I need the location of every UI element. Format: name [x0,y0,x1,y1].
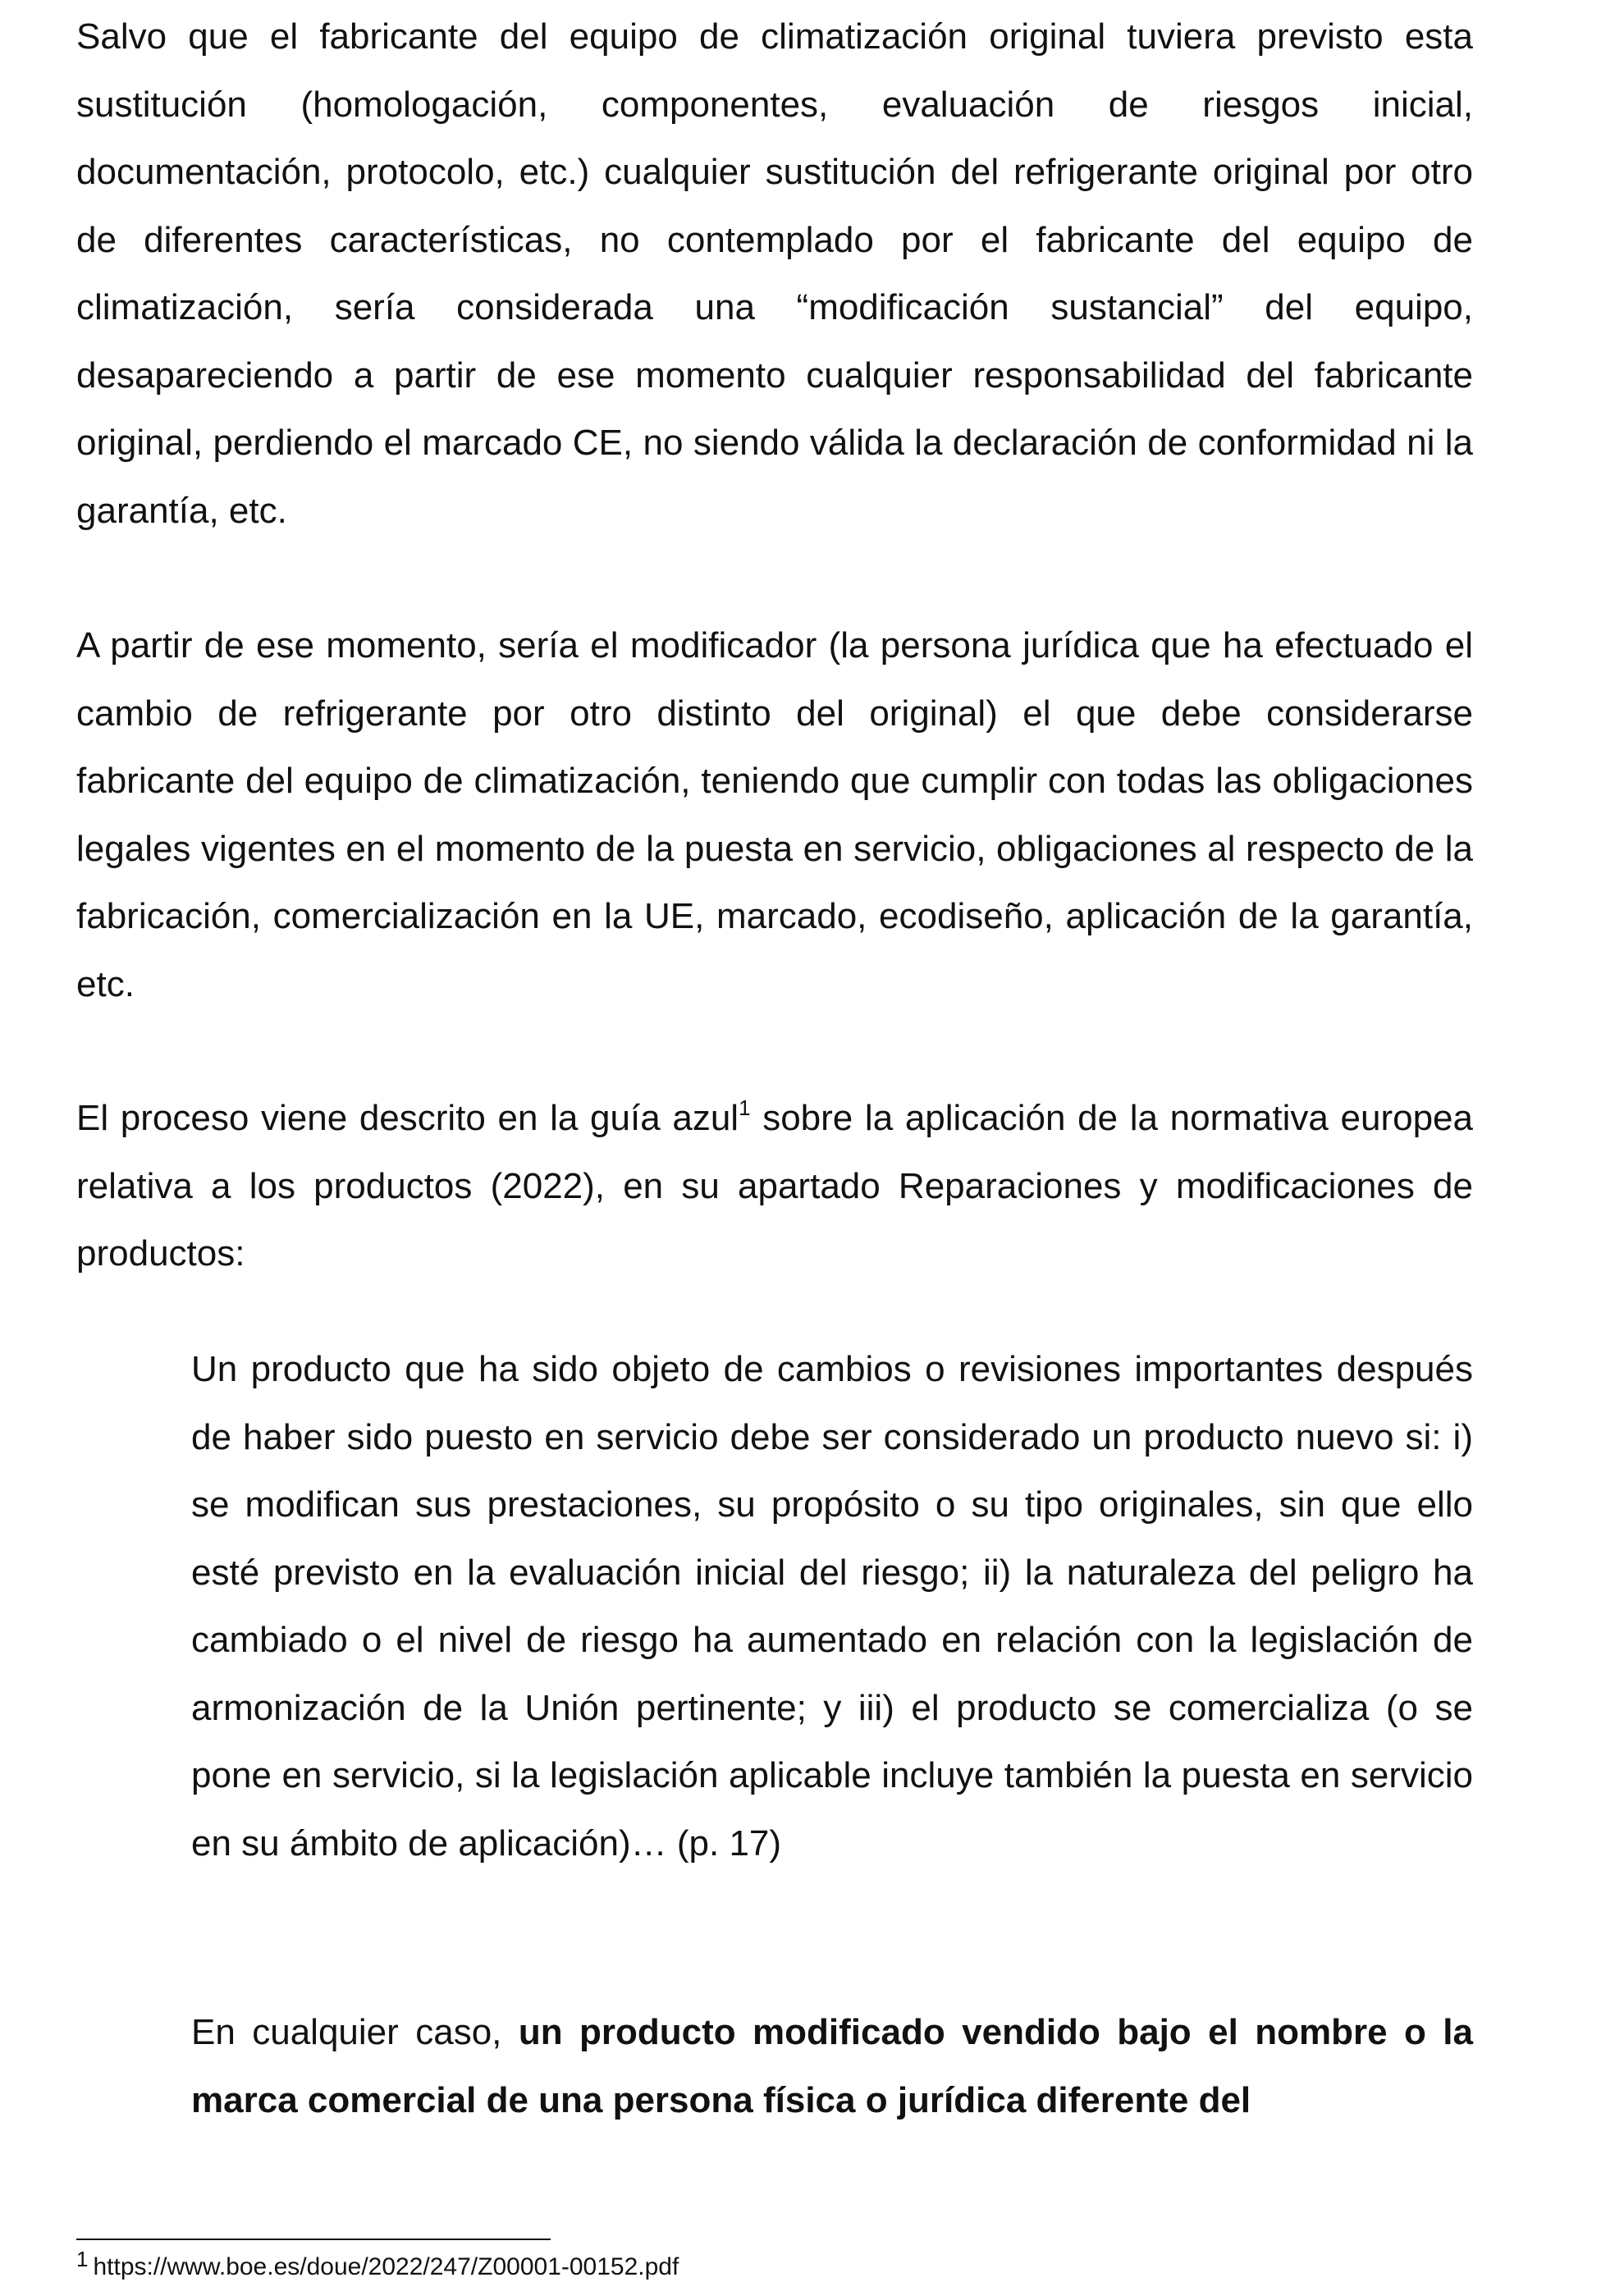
block-quote-continued [191,1999,1473,2134]
quote-intro-text: En cualquier caso, [191,2012,519,2052]
footnote-reference: 1 [739,1095,751,1121]
paragraph-blue-guide-text-end: sobre la aplicación de la normativa europea relativa a los productos (2022), en su apartado Reparaciones y modificaciones de productos: [76,1098,1473,1274]
footnote-url[interactable]: https://www.boe.es/doue/2022/247/Z00001-00152.pdf [93,2253,679,2280]
paragraph-blue-guide-text-start: El proceso viene descrito en la guía azul [76,1098,739,1138]
paragraph-substitution: Salvo que el fabricante del equipo de climatización original tuviera previsto esta sustitución (homologación, componentes, evaluación de riesgos inicial, documentación, protocolo, etc.) cualquier sustitución del refrigerante original por otro de diferentes características, no contemplado por el fabricante del equipo de climatización, sería considerada una “modificación sustancial” del equipo, desapareciendo a partir de ese momento cualquier responsabilidad del fabricante original, perdiendo el marcado CE, no siendo válida la declaración de conformidad ni la garantía, etc. [76,16,1473,531]
paragraph-blue-guide [76,1085,1473,1288]
paragraph-modifier: A partir de ese momento, sería el modificador (la persona jurídica que ha efectuado el cambio de refrigerante por otro distinto del original) el que debe considerarse fabricante del equipo de climatización, teniendo que cumplir con todas las obligaciones legales vigentes en el momento de la puesta en servicio, obligaciones al respecto de la fabricación, comercialización en la UE, marcado, ecodiseño, aplicación de la garantía, etc. [76,625,1473,1004]
footnote-number: 1 [76,2247,89,2271]
footnote-separator [76,2239,551,2240]
quote-bold-text: un producto modificado vendido bajo el nombre o la marca comercial de una persona física o jurídica diferente del [191,2012,1473,2120]
block-quote: Un producto que ha sido objeto de cambios o revisiones importantes después de haber sido puesto en servicio debe ser considerado un producto nuevo si: i) se modifican sus prestaciones, su propósito o su tipo originales, sin que ello esté previsto en la evaluación inicial del riesgo; ii) la naturaleza del peligro ha cambiado o el nivel de riesgo ha aumentado en relación con la legislación de armonización de la Unión pertinente; y iii) el producto se comercializa (o se pone en servicio, si la legislación aplicable incluye también la puesta en servicio en su ámbito de aplicación)… (p. 17) [191,1349,1473,1864]
